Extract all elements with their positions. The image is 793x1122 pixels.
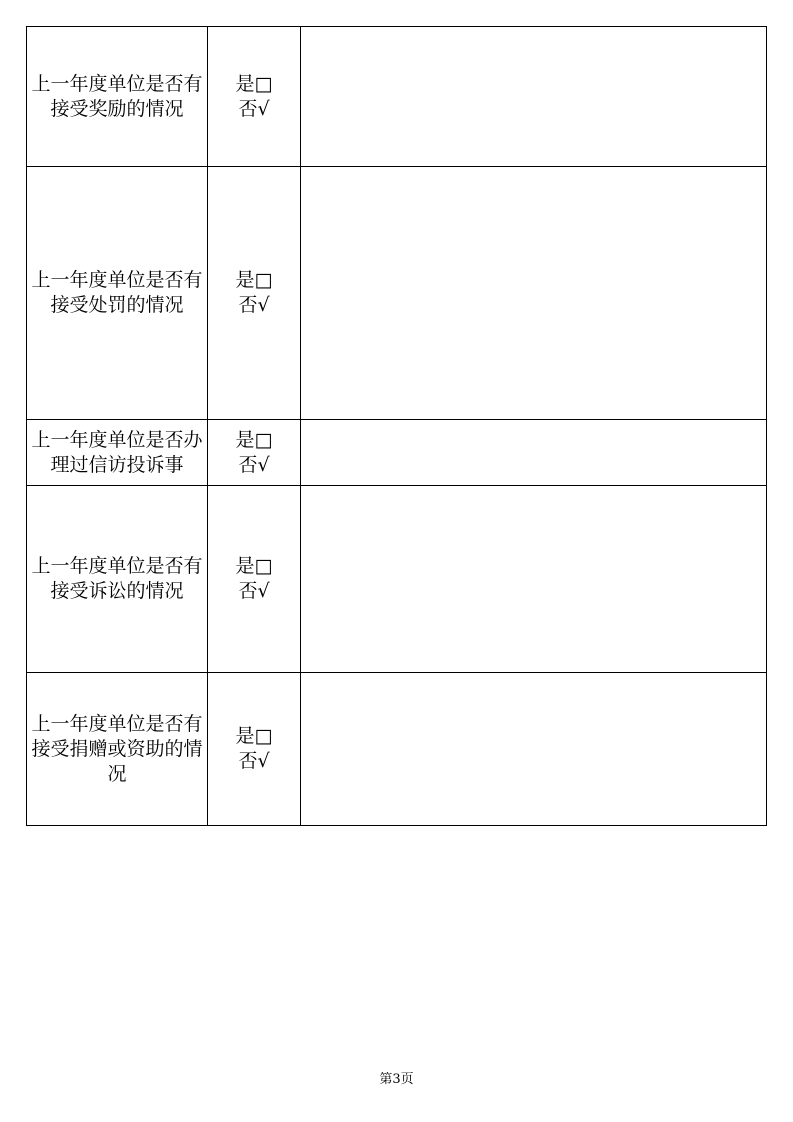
table-row-donations: [27, 673, 767, 826]
yes-no-cell: [208, 167, 301, 420]
table-row-penalties: [27, 167, 767, 420]
yes-no-cell: [208, 673, 301, 826]
row-label-cell: [27, 420, 208, 486]
row-label: 上一年度单位是否有接受诉讼的情况: [31, 555, 203, 602]
yes-checkbox[interactable]: 是□: [235, 72, 273, 95]
detail-field[interactable]: [301, 27, 767, 167]
row-label-cell: [27, 486, 208, 673]
yes-no-cell: [208, 486, 301, 673]
row-label-cell: [27, 167, 208, 420]
detail-field[interactable]: [301, 420, 767, 486]
detail-field[interactable]: [301, 486, 767, 673]
no-checkbox[interactable]: 否√: [238, 97, 270, 120]
no-checkbox[interactable]: 否√: [238, 580, 270, 602]
row-label: 上一年度单位是否有接受奖励的情况: [31, 72, 203, 120]
no-checkbox[interactable]: 否√: [238, 294, 270, 316]
yes-checkbox[interactable]: 是□: [235, 428, 273, 451]
row-label: 上一年度单位是否有接受处罚的情况: [31, 269, 203, 316]
no-checkbox[interactable]: 否√: [238, 750, 270, 772]
yes-checkbox[interactable]: 是□: [235, 269, 273, 291]
yes-no-cell: [208, 27, 301, 167]
page-number: 第3页: [379, 1072, 414, 1087]
annual-report-table: [26, 26, 767, 826]
table-row-lawsuits: [27, 486, 767, 673]
table-row-complaints: [27, 420, 767, 486]
yes-checkbox[interactable]: 是□: [235, 725, 273, 747]
row-label: 上一年度单位是否办理过信访投诉事: [31, 428, 203, 476]
yes-checkbox[interactable]: 是□: [235, 555, 273, 577]
detail-field[interactable]: [301, 673, 767, 826]
yes-no-cell: [208, 420, 301, 486]
detail-field[interactable]: [301, 167, 767, 420]
no-checkbox[interactable]: 否√: [238, 453, 270, 476]
row-label-cell: [27, 673, 208, 826]
row-label-cell: [27, 27, 208, 167]
row-label: 上一年度单位是否有接受捐赠或资助的情况: [31, 712, 203, 785]
table-row-awards: [27, 27, 767, 167]
